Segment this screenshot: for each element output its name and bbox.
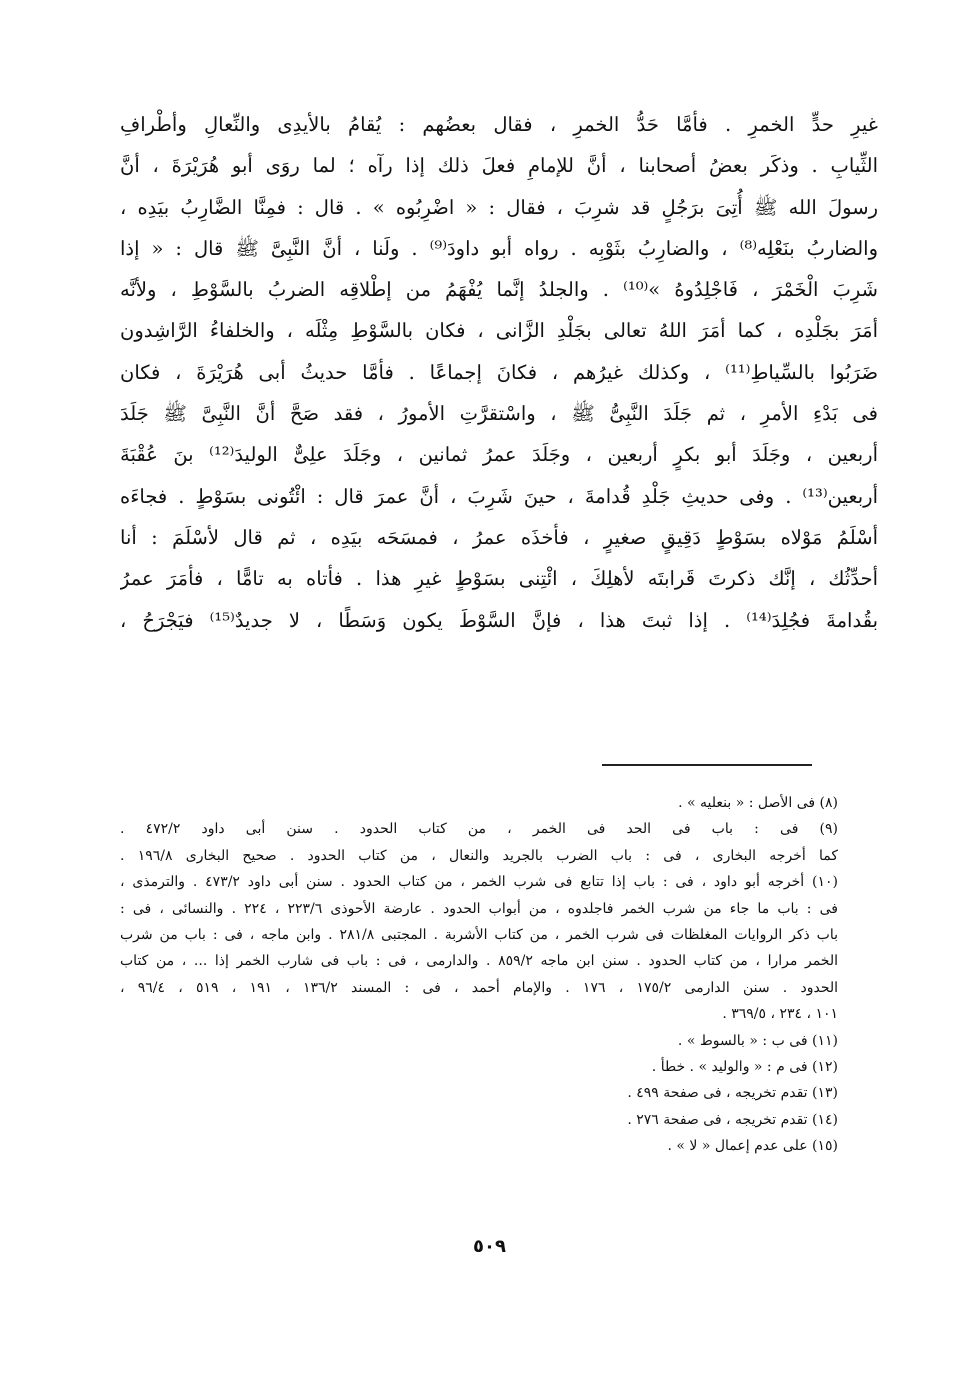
footnote-line: (٨) فى الأصل : « بنعليه » . — [678, 795, 838, 811]
footnote-divider — [602, 764, 812, 766]
footnote-line: ١٠١ ، ٢٣٤ ، ٣٦٩/٥ . — [722, 1006, 838, 1023]
text-line: الثِّيابِ . وذكَر بعضُ أصحابنا ، أنَّ للإمامِ فعلَ ذلك إذا رآه ؛ لما روَى أبو هُرَيْرَةَ ، أنَّ — [120, 154, 878, 178]
footnote-line: (٩) فى : باب فى الحد فى الخمر ، من كتاب الحدود . سنن أبى داود ٤٧٢/٢ . — [120, 821, 838, 838]
text-line: فى بَدْءِ الأمرِ ، ثم جَلَدَ النَّبِىُّ ﷺ ، واسْتقرَّتِ الأمورُ ، فقد صَحَّ أنَّ النَّبِىَّ ﷺ جَلَدَ — [120, 402, 878, 426]
footnote-line: الحدود . سنن الدارمى ١٧٥/٢ ، ١٧٦ . والإمام أحمد ، فى : المسند ١٣٦/٢ ، ١٩١ ، ٥١٩ ، ٩٦/٤ ، — [120, 979, 838, 996]
page-number: ٥٠٩ — [473, 1236, 506, 1257]
text-line: أربعين⁽¹³⁾ . وفى حديثِ جَلْدِ قُدامةَ ، حينَ شَرِبَ ، أنَّ عمرَ قال : ائْتُونى بسَوْطٍ . فجاءَه — [120, 484, 878, 508]
text-line: والضاربُ بنَعْلِه⁽⁸⁾ ، والضارِبُ بثَوْبِه . رواه أبو داودَ⁽⁹⁾ . ولَنا ، أنَّ النَّبِىَّ ﷺ قال : « إذا — [120, 236, 878, 260]
text-line: شَرِبَ الْخَمْرَ ، فَاجْلِدُوهُ »⁽¹⁰⁾ . والجلدُ إنَّما يُفْهَمُ من إطْلاقِه الضربُ بالسَّوْطِ ، ولأنَّه — [120, 278, 878, 302]
footnote-line: (١٢) فى م : « والوليد » . خطأ . — [651, 1058, 838, 1075]
footnote-line: (١٤) تقدم تخريجه ، فى صفحة ٢٧٦ . — [627, 1111, 838, 1128]
footnote-line: باب ذكر الروايات المغلظات فى شرب الخمر ، من كتاب الأشربة . المجتبى ٢٨١/٨ . وابن ماجه ، فى : باب من شرب — [120, 926, 838, 943]
text-line: رسولَ الله ﷺ أُتِىَ برَجُلٍ قد شرِبَ ، فقال : « اضْرِبُوه » . قال : فمِنَّا الضَّارِبُ بيَدِه ، — [120, 195, 878, 219]
text-line: بقُدامةَ فجُلِدَ⁽¹⁴⁾ . إذا ثبتَ هذا ، فإنَّ السَّوْطَ يكون وَسَطًا ، لا جديدٌ⁽¹⁵⁾ فيَجْرَحُ ، — [120, 608, 878, 632]
footnote-line: (١٣) تقدم تخريجه ، فى صفحة ٤٩٩ . — [627, 1085, 838, 1102]
text-line: غيرِ حدٍّ الخمرِ . فأمَّا حَدُّ الخمرِ ، فقال بعضُهم : يُقامُ بالأيدِى والنِّعالِ وأطْرافِ — [120, 113, 878, 136]
text-line: أمَرَ بجَلْدِه ، كما أمَرَ اللهُ تعالى بجَلْدِ الزَّانى ، فكان بالسَّوْطِ مِثْلَه ، والخلفاءُ الرَّاشِدون — [120, 319, 878, 343]
footnote-line: (١١) فى ب : « بالسوط » . — [677, 1032, 838, 1049]
footnote-line: (١٠) أخرجه أبو داود ، فى : باب إذا تتابع فى شرب الخمر ، من كتاب الحدود . سنن أبى داود ٤٧٣/٢ . والترمذى ، — [120, 874, 838, 891]
footnote-line: كما أخرجه البخارى ، فى : باب الضرب بالجريد والنعال ، من كتاب الحدود . صحيح البخارى ١٩٦/٨ . — [120, 847, 838, 864]
text-line: أربعين ، وجَلَدَ أبو بكرٍ أربعين ، وجَلَدَ عمرُ ثمانين ، وجَلَدَ علِىٌّ الوليدَ⁽¹²⁾ بنَ عُقْبَةَ — [120, 443, 878, 467]
footnote-line: الخمر مرارا ، من كتاب الحدود . سنن ابن ماجه ٨٥٩/٢ . والدارمى ، فى : باب فى شارب الخمر إذا ... ، من كتاب — [120, 953, 838, 970]
footnotes — [120, 790, 838, 1159]
footnote-line: فى : باب ما جاء من شرب الخمر فاجلدوه ، من أبواب الحدود . عارضة الأحوذى ٢٢٣/٦ ، ٢٢٤ . والنسائى ، فى : — [120, 900, 838, 917]
main-text — [120, 104, 878, 641]
footnote-line: (١٥) على عدم إعمال « لا » . — [667, 1138, 838, 1155]
text-line: أسْلَمُ مَوْلاه بسَوْطٍ دَقِيقٍ صغيرٍ ، فأخذَه عمرُ ، فمسَحَه بيَدِه ، ثم قال لأسْلَمَ : أنا — [120, 525, 878, 549]
text-line: ضَرَبُوا بالسِّياطِ⁽¹¹⁾ ، وكذلك غيرُهم ، فكانَ إجماعًا . فأمَّا حديثُ أبى هُرَيْرَةَ ، فكان — [120, 360, 878, 384]
text-line: أحدِّثُك ، إنَّك ذكرتَ قَرابتَه لأهلِكَ ، ائْتِنى بسَوْطٍ غيرِ هذا . فأتاه به تامًّا ، فأمَرَ عمرُ — [120, 567, 878, 591]
